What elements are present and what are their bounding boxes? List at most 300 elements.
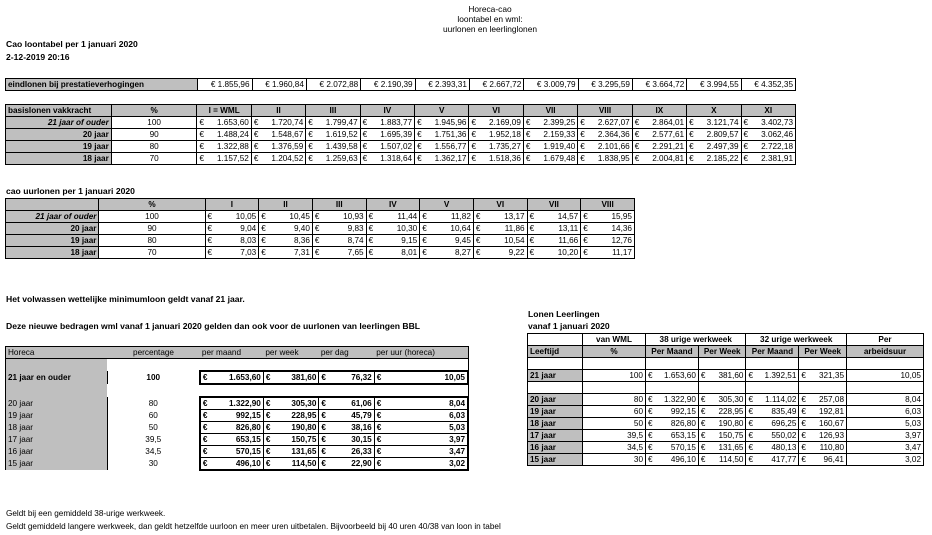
amount-value: 228,95 <box>291 411 317 420</box>
uurlonen-header-cell: IV <box>366 199 420 211</box>
euro-sign: € <box>748 419 754 428</box>
wml-value-cell <box>200 422 263 434</box>
hourly-wage-cell <box>205 211 259 223</box>
eindlonen-value: € 2.667,72 <box>469 79 523 91</box>
amount-value: 38,16 <box>351 423 372 432</box>
amount-value: 1.653,60 <box>228 373 261 382</box>
amount-value: 9,45 <box>454 236 471 245</box>
wage-cell <box>632 141 686 153</box>
euro-sign: € <box>748 455 754 464</box>
row-percentage: 39,5 <box>145 435 162 444</box>
euro-sign: € <box>529 224 535 233</box>
empty-cell <box>698 358 746 370</box>
amount-value: 2.809,57 <box>706 130 739 139</box>
wml-value-cell <box>263 397 319 410</box>
wml-value-cell <box>200 458 263 471</box>
amount-value: 1.157,52 <box>216 154 249 163</box>
euro-sign: € <box>748 443 754 452</box>
eindlonen-value: € 3.295,59 <box>578 79 632 91</box>
euro-sign: € <box>207 212 213 221</box>
amount-value: 26,33 <box>351 447 372 456</box>
uurlonen-row <box>6 211 635 223</box>
wage-cell <box>741 153 796 165</box>
row-percentage: 30 <box>583 454 646 466</box>
hourly-wage-cell <box>527 247 581 259</box>
leerling-value-cell <box>746 406 799 418</box>
amount-value: 10,05 <box>235 212 257 221</box>
hourly-wage-cell <box>581 235 635 247</box>
uurlonen-header-cell: VII <box>527 199 581 211</box>
amount-value: 826,80 <box>670 419 696 428</box>
empty-cell <box>319 359 374 372</box>
leerling-value-cell <box>698 454 746 466</box>
row-percentage: 60 <box>148 411 158 420</box>
wml-value-cell <box>374 434 468 446</box>
leerling-subheader-cell: Per Maand <box>646 346 699 358</box>
amount-value: 14,36 <box>611 224 632 233</box>
wml-header-cell: percentage <box>107 347 200 359</box>
amount-value: 1.751,36 <box>434 130 467 139</box>
wml-row <box>6 458 469 471</box>
wml-note-1: Het volwassen wettelijke minimumloon geldt vanaf 21 jaar. <box>6 294 245 304</box>
amount-value: 1.919,40 <box>543 142 576 151</box>
basislonen-header-cell: VIII <box>578 105 632 117</box>
euro-sign: € <box>199 154 204 163</box>
wage-cell <box>632 129 686 141</box>
euro-sign: € <box>801 371 806 380</box>
amount-value: 1.392,51 <box>764 371 797 380</box>
row-percentage: 60 <box>583 406 646 418</box>
wage-cell <box>306 117 360 129</box>
wage-cell <box>578 141 632 153</box>
wage-cell <box>306 129 360 141</box>
leerling-value-cell <box>746 394 799 406</box>
euro-sign: € <box>207 248 213 257</box>
wage-cell <box>415 129 469 141</box>
euro-sign: € <box>199 130 204 139</box>
wage-cell <box>415 141 469 153</box>
wml-value-cell <box>263 458 319 471</box>
row-label: 18 jaar <box>528 418 583 430</box>
amount-value: 1.376,59 <box>271 142 304 151</box>
leerling-value-cell <box>746 370 799 382</box>
empty-cell <box>746 382 799 394</box>
row-label: 15 jaar <box>528 454 583 466</box>
euro-sign: € <box>417 130 422 139</box>
wml-value-cell <box>263 422 319 434</box>
amount-value: 9,15 <box>401 236 418 245</box>
amount-value: 11,82 <box>451 212 471 221</box>
hourly-wage-cell <box>312 223 366 235</box>
euro-sign: € <box>700 407 706 416</box>
leerling-header-cell: van WML <box>583 334 646 346</box>
amount-value: 2.291,21 <box>652 142 685 151</box>
header-line-1: Horeca-cao <box>468 4 512 14</box>
empty-cell <box>374 359 468 372</box>
wml-value-cell <box>200 446 263 458</box>
wml-header-cell: per dag <box>319 347 374 359</box>
leerling-subheader-cell: arbeidsuur <box>847 346 924 358</box>
amount-value: 570,15 <box>235 447 261 456</box>
wml-row <box>6 410 469 422</box>
euro-sign: € <box>689 130 694 139</box>
uurlonen-header-cell: II <box>259 199 313 211</box>
wml-value-cell <box>200 434 263 446</box>
euro-sign: € <box>743 142 749 151</box>
row-label: 20 jaar <box>6 223 99 235</box>
wage-cell <box>687 153 741 165</box>
empty-cell <box>374 384 468 397</box>
row-percentage: 80 <box>99 235 205 247</box>
amount-value: 10,64 <box>450 224 471 233</box>
euro-sign: € <box>475 224 481 233</box>
euro-sign: € <box>580 142 585 151</box>
empty-cell <box>646 358 699 370</box>
leerling-subheader-cell: Per Maand <box>746 346 799 358</box>
uurlonen-header-cell: % <box>99 199 205 211</box>
euro-sign: € <box>580 154 585 163</box>
euro-sign: € <box>648 443 653 452</box>
amount-value: 8,03 <box>240 236 257 245</box>
euro-sign: € <box>261 236 266 245</box>
wml-table <box>5 346 469 480</box>
hourly-wage-cell <box>473 223 527 235</box>
amount-value: 10,93 <box>343 212 364 221</box>
amount-value: 126,93 <box>818 431 844 440</box>
euro-sign: € <box>634 154 640 163</box>
row-label: 18 jaar <box>6 153 112 165</box>
euro-sign: € <box>422 236 427 245</box>
euro-sign: € <box>199 118 204 127</box>
hourly-wage-cell <box>527 211 581 223</box>
amount-value: 131,65 <box>291 447 317 456</box>
euro-sign: € <box>321 399 326 408</box>
euro-sign: € <box>471 130 477 139</box>
row-percentage: 90 <box>111 129 197 141</box>
euro-sign: € <box>743 130 749 139</box>
wage-cell <box>632 153 686 165</box>
leerling-value-cell <box>746 454 799 466</box>
timestamp: 2-12-2019 20:16 <box>6 52 70 62</box>
leerling-subheader-cell: Per Week <box>698 346 746 358</box>
row-label: 19 jaar <box>528 406 583 418</box>
amount-value: 1.322,90 <box>228 399 261 408</box>
hourly-value-cell: 6,03 <box>847 406 924 418</box>
euro-sign: € <box>362 142 368 151</box>
leerling-subheader-cell: Leeftijd <box>528 346 583 358</box>
leerling-header-row-1 <box>528 334 924 346</box>
leerling-value-cell <box>698 394 746 406</box>
hourly-wage-cell <box>205 247 259 259</box>
euro-sign: € <box>700 431 706 440</box>
hourly-wage-cell <box>527 223 581 235</box>
amount-value: 1.322,88 <box>216 142 249 151</box>
amount-value: 192,81 <box>818 407 844 416</box>
hourly-wage-cell <box>581 247 635 259</box>
wml-value-cell <box>263 371 319 384</box>
amount-value: 3.062,46 <box>761 130 793 139</box>
euro-sign: € <box>376 373 382 382</box>
wage-cell <box>578 153 632 165</box>
wml-value-cell <box>319 410 374 422</box>
amount-value: 835,49 <box>771 407 797 416</box>
amount-value: 257,08 <box>818 395 844 404</box>
hourly-wage-cell <box>259 235 313 247</box>
basislonen-header-row <box>6 105 796 117</box>
footer-note-1: Geldt bij een gemiddeld 38-urige werkweek. <box>6 509 166 518</box>
amount-value: 653,15 <box>235 435 261 444</box>
hourly-wage-cell <box>312 211 366 223</box>
amount-value: 1.548,67 <box>271 130 304 139</box>
uurlonen-header-row <box>6 199 635 211</box>
amount-value: 2.169,09 <box>489 118 521 127</box>
wml-gap-row <box>6 359 469 372</box>
empty-cell <box>799 358 847 370</box>
euro-sign: € <box>801 407 806 416</box>
euro-sign: € <box>689 154 694 163</box>
hourly-wage-cell <box>259 223 313 235</box>
row-percentage: 100 <box>99 211 205 223</box>
uurlonen-row <box>6 223 635 235</box>
amount-value: 653,15 <box>670 431 696 440</box>
amount-value: 2.627,07 <box>597 118 630 127</box>
euro-sign: € <box>199 142 204 151</box>
wml-value-cell <box>374 410 468 422</box>
euro-sign: € <box>308 118 313 127</box>
amount-value: 1.679,48 <box>543 154 576 163</box>
header-line-2: loontabel en wml: <box>457 14 523 24</box>
euro-sign: € <box>700 395 706 404</box>
hourly-wage-cell <box>420 211 474 223</box>
row-percentage: 80 <box>111 141 197 153</box>
euro-sign: € <box>475 212 481 221</box>
uurlonen-header-cell <box>6 199 99 211</box>
amount-value: 1.619,52 <box>325 130 358 139</box>
basislonen-header-cell: V <box>415 105 469 117</box>
leerling-header-cell <box>528 334 583 346</box>
leerling-value-cell <box>698 418 746 430</box>
euro-sign: € <box>376 435 382 444</box>
leerling-value-cell <box>698 442 746 454</box>
euro-sign: € <box>376 459 382 468</box>
leerling-subheader-cell: Per Week <box>799 346 847 358</box>
amount-value: 7,31 <box>293 248 310 257</box>
wml-value-cell <box>374 458 468 471</box>
euro-sign: € <box>314 212 320 221</box>
amount-value: 14,57 <box>557 212 579 221</box>
euro-sign: € <box>422 212 427 221</box>
euro-sign: € <box>202 423 208 432</box>
uurlonen-header-cell: VIII <box>581 199 635 211</box>
amount-value: 96,41 <box>823 455 844 464</box>
euro-sign: € <box>202 459 208 468</box>
amount-value: 22,90 <box>351 459 372 468</box>
amount-value: 10,30 <box>396 224 418 233</box>
amount-value: 2.722,18 <box>761 142 793 151</box>
wage-cell <box>687 129 741 141</box>
leerling-value-cell <box>799 418 847 430</box>
leerling-header-cell: 32 urige werkweek <box>746 334 847 346</box>
hourly-wage-cell <box>259 247 313 259</box>
leerling-value-cell <box>799 370 847 382</box>
empty-cell <box>746 358 799 370</box>
amount-value: 1.799,47 <box>325 118 358 127</box>
row-label: 21 jaar en ouder <box>6 371 108 384</box>
hourly-wage-cell <box>581 223 635 235</box>
amount-value: 131,65 <box>718 443 744 452</box>
wage-cell <box>360 129 414 141</box>
amount-value: 2.497,39 <box>706 142 739 151</box>
euro-sign: € <box>471 154 477 163</box>
wage-cell <box>197 129 251 141</box>
leerling-value-cell <box>646 370 699 382</box>
amount-value: 13,11 <box>558 224 579 233</box>
hourly-value-cell: 5,03 <box>847 418 924 430</box>
uurlonen-table <box>5 198 635 259</box>
wage-cell <box>578 117 632 129</box>
amount-value: 76,32 <box>351 373 372 382</box>
amount-value: 2.399,25 <box>543 118 576 127</box>
euro-sign: € <box>202 447 208 456</box>
wage-cell <box>251 117 305 129</box>
euro-sign: € <box>417 154 422 163</box>
wml-header-row <box>6 347 469 359</box>
empty-cell <box>583 358 646 370</box>
row-percentage: 39,5 <box>583 430 646 442</box>
row-percentage: 100 <box>111 117 197 129</box>
wml-header-cell: Horeca <box>6 347 108 359</box>
amount-value: 496,10 <box>235 459 261 468</box>
euro-sign: € <box>801 419 806 428</box>
leerling-value-cell <box>746 418 799 430</box>
amount-value: 8,01 <box>401 248 418 257</box>
wml-value-cell <box>263 434 319 446</box>
amount-value: 1.259,63 <box>325 154 358 163</box>
wml-value-cell <box>374 446 468 458</box>
amount-value: 9,40 <box>293 224 310 233</box>
wml-row <box>6 446 469 458</box>
row-label: 16 jaar <box>528 442 583 454</box>
euro-sign: € <box>376 447 382 456</box>
row-label: 15 jaar <box>6 458 108 471</box>
eindlonen-value: € 2.393,31 <box>415 79 469 91</box>
hourly-wage-cell <box>527 235 581 247</box>
leerling-value-cell <box>799 430 847 442</box>
amount-value: 3.402,73 <box>761 118 793 127</box>
amount-value: 992,15 <box>670 407 696 416</box>
euro-sign: € <box>748 395 754 404</box>
eindlonen-value: € 2.072,88 <box>306 79 360 91</box>
leerling-subheader-cell: % <box>583 346 646 358</box>
wage-cell <box>469 117 523 129</box>
wage-cell <box>632 117 686 129</box>
hourly-wage-cell <box>473 235 527 247</box>
euro-sign: € <box>368 248 374 257</box>
amount-value: 1.838,95 <box>597 154 630 163</box>
amount-value: 10,45 <box>289 212 310 221</box>
wml-value-cell <box>200 397 263 410</box>
euro-sign: € <box>529 212 535 221</box>
amount-value: 1.945,96 <box>434 118 467 127</box>
row-percentage: 70 <box>111 153 197 165</box>
leerling-gap-row <box>528 382 924 394</box>
euro-sign: € <box>743 118 749 127</box>
wage-cell <box>469 153 523 165</box>
amount-value: 10,20 <box>557 248 579 257</box>
euro-sign: € <box>748 431 754 440</box>
leerling-value-cell <box>646 430 699 442</box>
amount-value: 8,36 <box>293 236 310 245</box>
amount-value: 160,67 <box>818 419 844 428</box>
leerling-header-cell: 38 urige werkweek <box>646 334 746 346</box>
wml-row <box>6 434 469 446</box>
leerling-row <box>528 442 924 454</box>
eindlonen-value: € 1.960,84 <box>252 79 306 91</box>
hourly-value-cell: 10,05 <box>847 370 924 382</box>
empty-cell <box>6 359 108 372</box>
wage-cell <box>523 153 577 165</box>
hourly-value-cell: 8,04 <box>847 394 924 406</box>
euro-sign: € <box>261 224 266 233</box>
empty-cell <box>319 384 374 397</box>
wml-value-cell <box>200 410 263 422</box>
euro-sign: € <box>368 236 374 245</box>
euro-sign: € <box>583 236 588 245</box>
wml-adult-row <box>6 371 469 384</box>
amount-value: 1.735,27 <box>489 142 521 151</box>
euro-sign: € <box>801 455 806 464</box>
leerling-grid <box>527 333 924 466</box>
euro-sign: € <box>253 118 259 127</box>
basislonen-header-cell: III <box>306 105 360 117</box>
amount-value: 1.114,02 <box>765 395 797 404</box>
eindlonen-value: € 4.352,35 <box>741 79 795 91</box>
euro-sign: € <box>314 236 320 245</box>
row-percentage: 30 <box>148 459 158 469</box>
euro-sign: € <box>525 142 531 151</box>
amount-value: 5,03 <box>449 423 465 432</box>
eindlonen-label: eindlonen bij prestatieverhogingen <box>6 79 198 91</box>
basislonen-row <box>6 141 796 153</box>
leerling-value-cell <box>698 430 746 442</box>
row-percentage: 34,5 <box>145 447 162 456</box>
leerling-row <box>528 406 924 418</box>
euro-sign: € <box>700 419 706 428</box>
euro-sign: € <box>475 248 481 257</box>
euro-sign: € <box>253 142 259 151</box>
euro-sign: € <box>265 411 271 420</box>
amount-value: 9,83 <box>347 224 364 233</box>
wml-value-cell <box>319 371 374 384</box>
euro-sign: € <box>634 142 640 151</box>
wage-cell <box>687 141 741 153</box>
leerling-value-cell <box>646 394 699 406</box>
wage-cell <box>197 141 251 153</box>
euro-sign: € <box>362 130 368 139</box>
euro-sign: € <box>308 154 313 163</box>
leerling-value-cell <box>646 418 699 430</box>
hourly-wage-cell <box>205 235 259 247</box>
eindlonen-table <box>5 78 796 91</box>
eindlonen-row <box>6 79 796 91</box>
euro-sign: € <box>525 154 531 163</box>
row-percentage: 34,5 <box>583 442 646 454</box>
euro-sign: € <box>583 212 588 221</box>
euro-sign: € <box>321 459 326 468</box>
hourly-wage-cell <box>366 247 420 259</box>
hourly-value-cell: 3,97 <box>847 430 924 442</box>
leerling-value-cell <box>746 442 799 454</box>
